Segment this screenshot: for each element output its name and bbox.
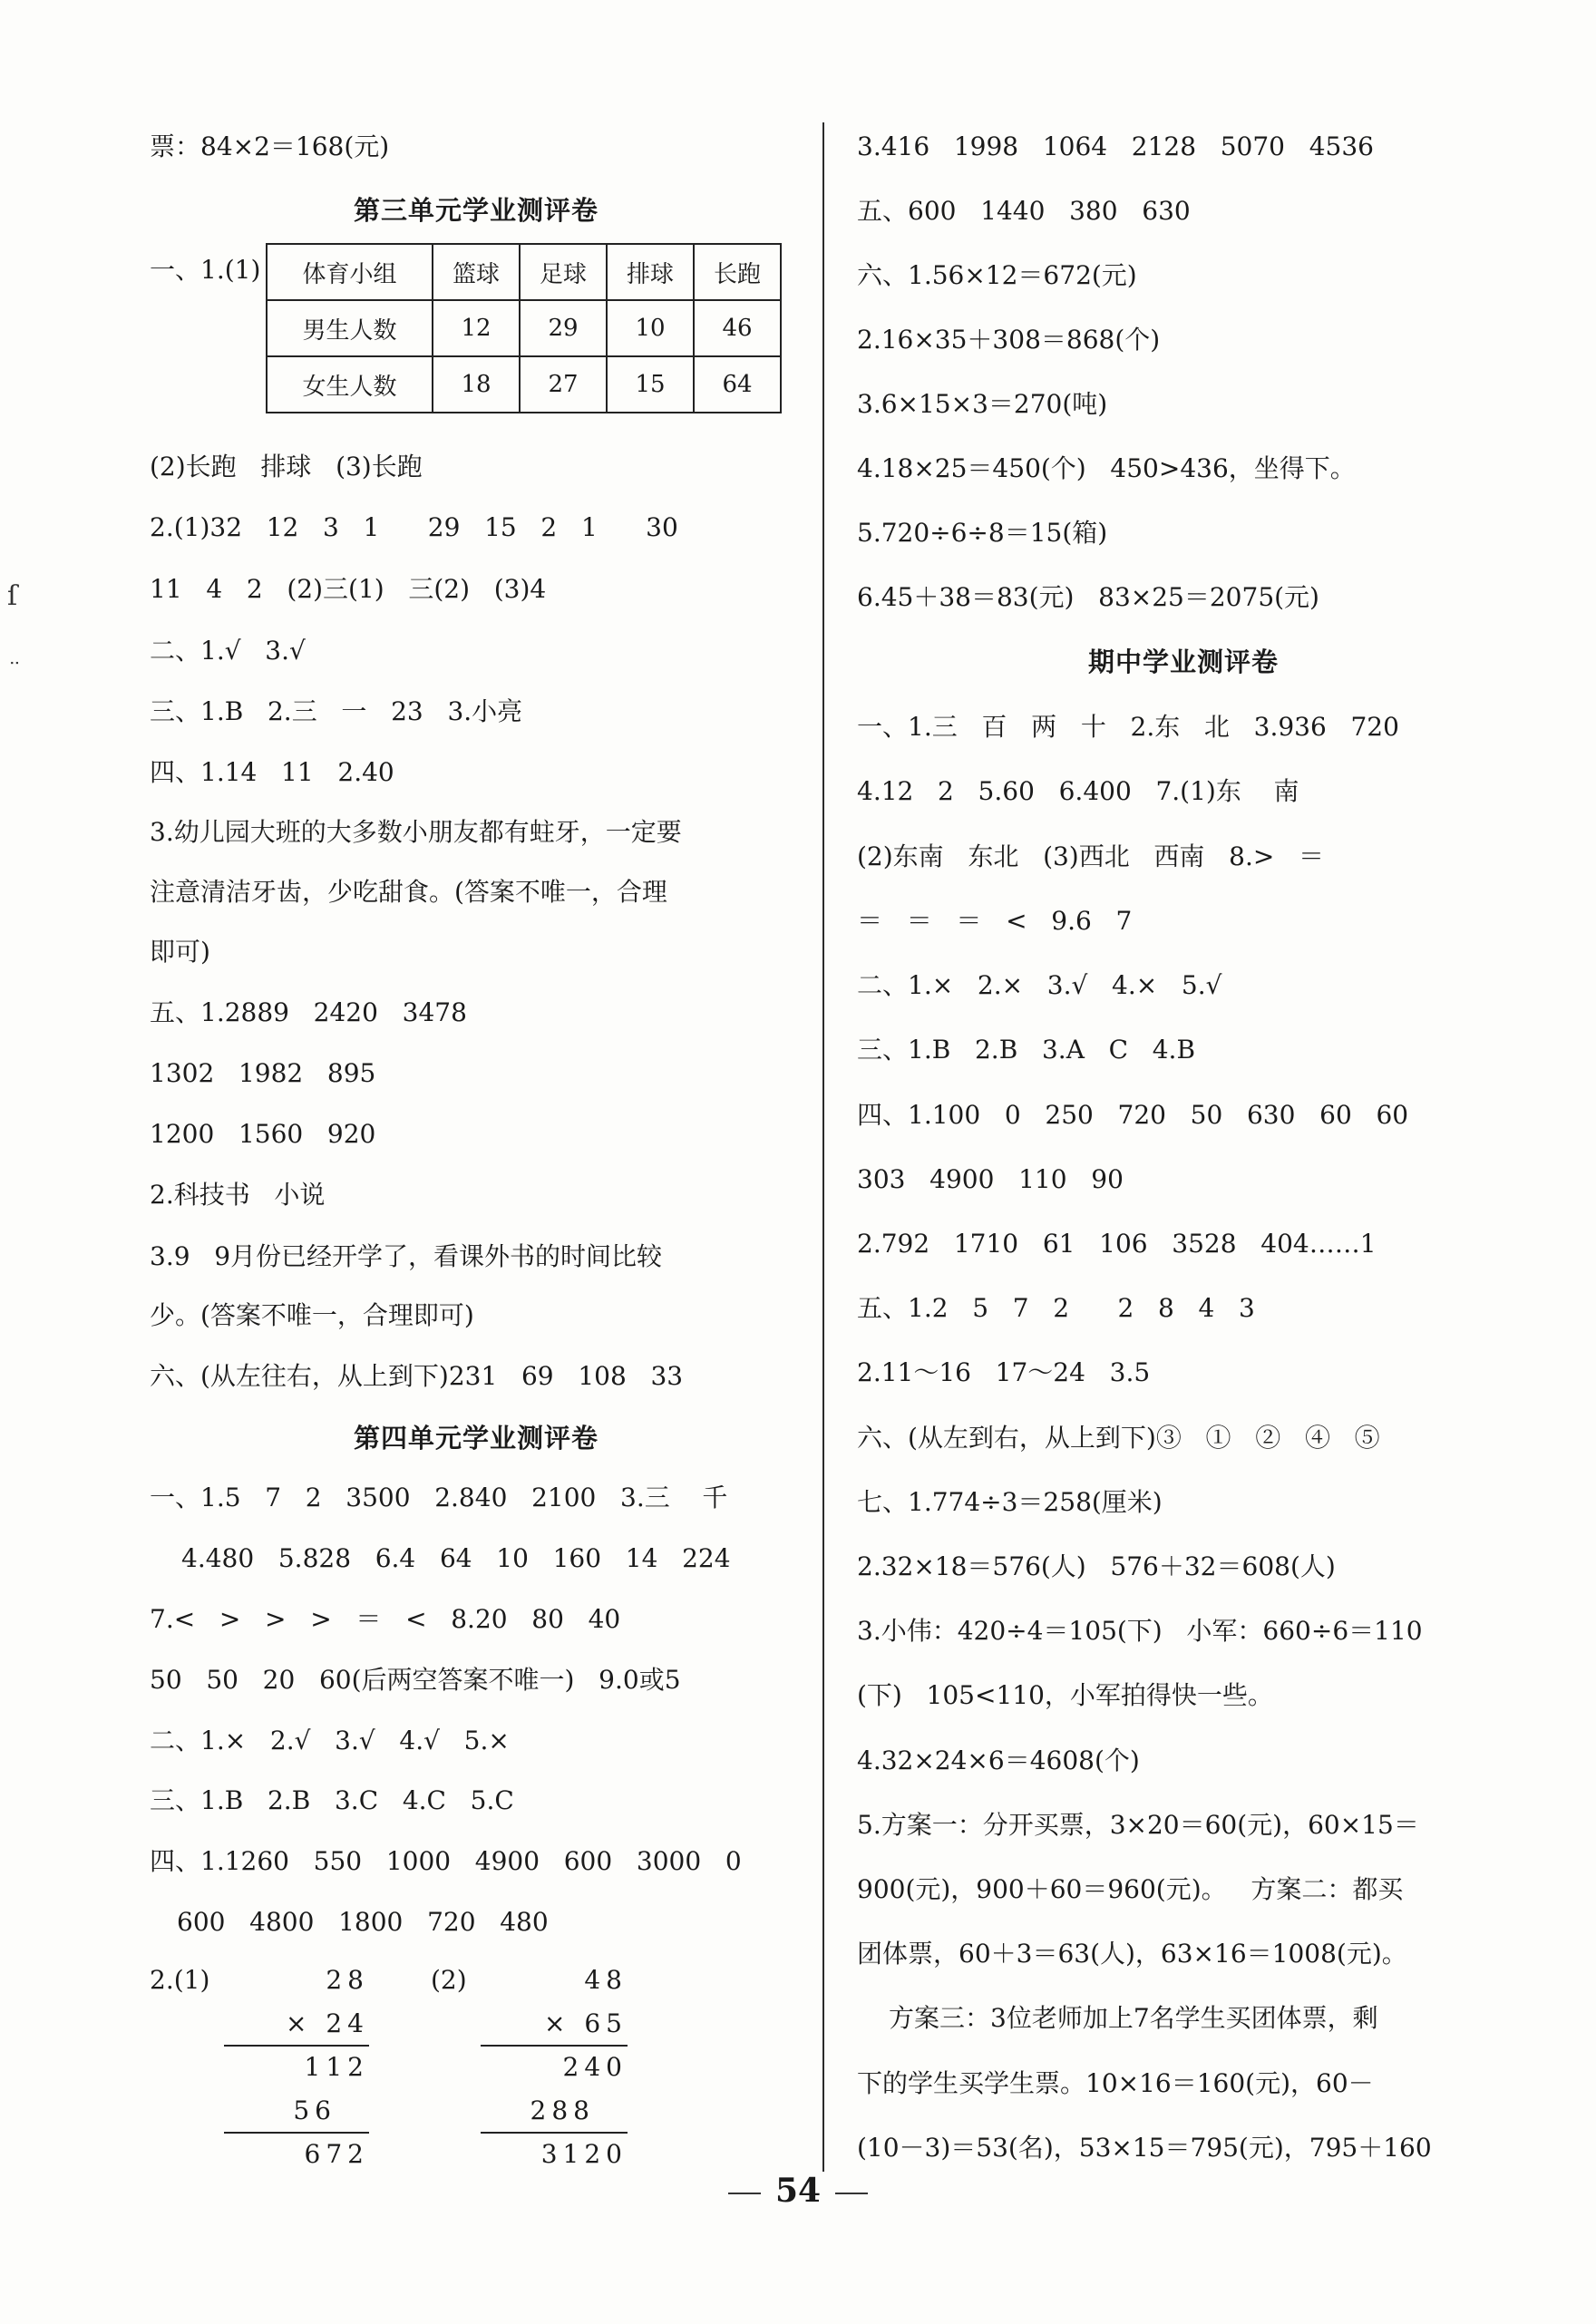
page-number-footer — [0, 2172, 1596, 2210]
answer-line: (下) 105<110，小军拍得快一些。 — [857, 1680, 1273, 1710]
calc-row: 240 — [562, 2052, 628, 2082]
answer-line: 2.(1)32 12 3 1 29 15 2 1 30 — [150, 512, 678, 542]
answer-line: 600 4800 1800 720 480 — [177, 1907, 549, 1937]
answer-line: 4.32×24×6＝4608(个) — [857, 1745, 1140, 1775]
answer-line: 303 4900 110 90 — [857, 1164, 1124, 1194]
answer-line: 一、1.5 7 2 3500 2.840 2100 3.三 千 — [150, 1483, 728, 1512]
table-cell: 男生人数 — [267, 300, 433, 356]
answer-line: 2.792 1710 61 106 3528 404……1 — [857, 1229, 1377, 1259]
calc-row: × 24 — [286, 2008, 369, 2038]
answer-line: 团体票，60＋3＝63(人)，63×16＝1008(元)。 — [857, 1939, 1407, 1969]
answer-line: 下的学生买学生票。10×16＝160(元)，60－ — [857, 2068, 1374, 2098]
section-heading-unit3: 第三单元学业测评卷 — [353, 195, 598, 226]
table-cell: 15 — [607, 356, 694, 413]
calc-row: 48 — [584, 1965, 628, 1995]
table-header-cell: 足球 — [520, 244, 607, 300]
calc-row: 288 — [530, 2095, 595, 2125]
footer-dash-left — [728, 2193, 761, 2194]
answer-line: 六、1.56×12＝672(元) — [857, 260, 1137, 290]
answer-line: 1302 1982 895 — [150, 1058, 376, 1088]
table-header-cell: 体育小组 — [267, 244, 433, 300]
table-cell: 27 — [520, 356, 607, 413]
table-cell: 64 — [694, 356, 781, 413]
table-row — [267, 300, 781, 356]
answer-line: 1200 1560 920 — [150, 1119, 376, 1149]
answer-line: 三、1.B 2.B 3.A C 4.B — [857, 1035, 1196, 1065]
answer-line: 一、1.三 百 两 十 2.东 北 3.936 720 — [857, 712, 1399, 742]
table-header-cell: 排球 — [607, 244, 694, 300]
calc-row: 56 — [293, 2095, 336, 2125]
answer-line: 六、(从左到右，从上到下)③ ① ② ④ ⑤ — [857, 1423, 1380, 1453]
table-header-cell: 篮球 — [433, 244, 520, 300]
answer-line: 2.11～16 17～24 3.5 — [857, 1357, 1151, 1387]
section-heading-midterm: 期中学业测评卷 — [1087, 647, 1279, 677]
calc-row: 28 — [326, 1965, 369, 1995]
answer-line: 三、1.B 2.三 一 23 3.小亮 — [150, 696, 523, 726]
calc-row: 672 — [304, 2139, 369, 2169]
answer-line: 3.9 9月份已经开学了，看课外书的时间比较 — [150, 1241, 663, 1271]
scan-mark-bottom: ᐧᐧ — [9, 653, 20, 676]
answer-line: 7.< > > > ＝ < 8.20 80 40 — [150, 1604, 621, 1634]
answer-line: 3.幼儿园大班的大多数小朋友都有蛀牙，一定要 — [150, 817, 682, 847]
answer-line: ＝ ＝ ＝ < 9.6 7 — [857, 906, 1133, 936]
answer-line: 4.480 5.828 6.4 64 10 160 14 224 — [181, 1543, 731, 1573]
column-divider — [822, 122, 824, 2172]
answer-line: (2)长跑 排球 (3)长跑 — [150, 452, 423, 481]
footer-dash-right — [835, 2193, 868, 2194]
answer-line: 四、1.1260 550 1000 4900 600 3000 0 — [150, 1846, 742, 1876]
answer-line: 三、1.B 2.B 3.C 4.C 5.C — [150, 1785, 514, 1815]
answer-line: 3.416 1998 1064 2128 5070 4536 — [857, 131, 1374, 161]
answer-line: 5.720÷6÷8＝15(箱) — [857, 518, 1108, 548]
table-row — [267, 356, 781, 413]
answer-line: 3.小伟：420÷4＝105(下) 小军：660÷6＝110 — [857, 1616, 1423, 1646]
answer-line: 五、1.2 5 7 2 2 8 4 3 — [857, 1293, 1255, 1323]
answer-line: 2.科技书 小说 — [150, 1180, 326, 1210]
answer-line: 五、1.2889 2420 3478 — [150, 997, 467, 1027]
vertical-multiplication-1 — [224, 1959, 369, 2176]
table-header-cell: 长跑 — [694, 244, 781, 300]
page-number: 54 — [774, 2172, 822, 2210]
answer-line: 50 50 20 60(后两空答案不唯一) 9.0或5 — [150, 1665, 681, 1695]
calc-row: × 65 — [544, 2008, 628, 2038]
answer-line: 七、1.774÷3＝258(厘米) — [857, 1487, 1163, 1517]
table-cell: 12 — [433, 300, 520, 356]
answer-line: 3.6×15×3＝270(吨) — [857, 389, 1108, 419]
table-cell: 女生人数 — [267, 356, 433, 413]
answer-line: 四、1.14 11 2.40 — [150, 757, 394, 787]
answer-line: 4.12 2 5.60 6.400 7.(1)东 南 — [857, 776, 1299, 806]
calc-row: 112 — [304, 2052, 369, 2082]
scan-mark-top: ſ — [7, 580, 18, 612]
answer-line: 11 4 2 (2)三(1) 三(2) (3)4 — [150, 574, 547, 604]
answer-line: 六、(从左往右，从上到下)231 69 108 33 — [150, 1361, 684, 1391]
answer-line: 一、1.(1) — [150, 255, 261, 285]
answer-line: 二、1.× 2.√ 3.√ 4.√ 5.× — [150, 1726, 510, 1755]
answer-line: (10－3)＝53(名)，53×15＝795(元)，795＋160 — [857, 2133, 1432, 2163]
table-cell: 10 — [607, 300, 694, 356]
answer-line: 2.32×18＝576(人) 576＋32＝608(人) — [857, 1551, 1336, 1581]
table-cell: 46 — [694, 300, 781, 356]
answer-line: 五、600 1440 380 630 — [857, 196, 1191, 226]
answer-line: 二、1.√ 3.√ — [150, 636, 306, 666]
answer-line: 四、1.100 0 250 720 50 630 60 60 — [857, 1100, 1409, 1130]
answer-line: 方案三：3位老师加上7名学生买团体票，剩 — [889, 2003, 1378, 2033]
answer-line: 注意清洁牙齿，少吃甜食。(答案不唯一，合理 — [150, 877, 667, 907]
section-heading-unit4: 第四单元学业测评卷 — [353, 1423, 598, 1454]
calc-label: 2.(1) — [150, 1965, 210, 1995]
table-cell: 29 — [520, 300, 607, 356]
calc-row: 3120 — [540, 2139, 628, 2169]
answer-line: 5.方案一：分开买票，3×20＝60(元)，60×15＝ — [857, 1810, 1419, 1840]
sports-table — [266, 243, 782, 413]
table-cell: 18 — [433, 356, 520, 413]
answer-line: 二、1.× 2.× 3.√ 4.× 5.√ — [857, 970, 1222, 1000]
answer-line: 900(元)，900＋60＝960(元)。 方案二：都买 — [857, 1874, 1404, 1904]
answer-line: (2)东南 东北 (3)西北 西南 8.> ＝ — [857, 841, 1325, 871]
answer-line: 少。(答案不唯一，合理即可) — [150, 1300, 474, 1330]
answer-line: 票：84×2＝168(元) — [150, 131, 390, 161]
answer-line: 2.16×35＋308＝868(个) — [857, 325, 1161, 355]
answer-line: 6.45＋38＝83(元) 83×25＝2075(元) — [857, 582, 1319, 612]
table-row — [267, 244, 781, 300]
answer-line: 即可) — [150, 937, 210, 967]
answer-line: 4.18×25＝450(个) 450>436，坐得下。 — [857, 453, 1356, 483]
vertical-multiplication-2 — [481, 1959, 628, 2176]
calc-label: (2) — [431, 1965, 467, 1995]
